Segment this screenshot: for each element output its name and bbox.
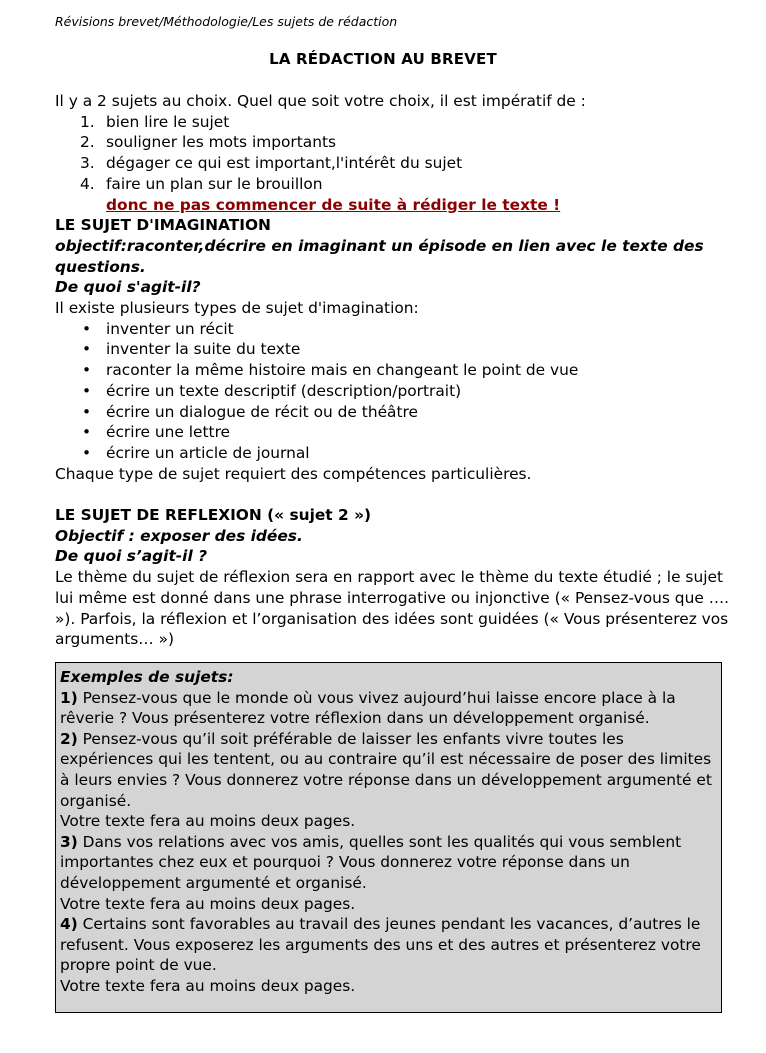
warning-text: donc ne pas commencer de suite à rédiger le texte !	[106, 195, 561, 214]
bullet-icon: •	[82, 340, 92, 359]
running-header: Révisions brevet/Méthodologie/Les sujets de rédaction	[55, 14, 398, 29]
reflexion-paragraph: Le thème du sujet de réflexion sera en rapport avec le thème du texte étudié ; le sujet lui même est donné dans une phrase interrogative ou injonctive (« Pensez-vous que …. »). Parfois, la réflexion et l’organisation des idées sont guidées (« Vous présenterez vos arguments… »)	[55, 568, 729, 649]
example-note: Votre texte fera au moins deux pages.	[60, 976, 356, 995]
list-item-text: inventer un récit	[106, 319, 234, 338]
example-text: Dans vos relations avec vos amis, quelles sont les qualités qui vous semblent importantes chez eux et pourquoi ? Vous donnerez votre réponse dans un développement argumenté et organisé.	[60, 832, 682, 892]
example-item	[60, 688, 717, 729]
example-item	[60, 729, 717, 811]
example-text: Certains sont favorables au travail des jeunes pendant les vacances, d’autres le refusent. Vous exposerez les arguments des uns et des autres et présenterez votre propre point de vue.	[60, 915, 701, 975]
section-heading-imagination: LE SUJET D'IMAGINATION	[55, 216, 271, 235]
intro-text: Il y a 2 sujets au choix. Quel que soit votre choix, il est impératif de :	[55, 92, 586, 110]
list-item-text: dégager ce qui est important,l'intérêt du sujet	[106, 154, 463, 173]
list-item	[55, 174, 745, 195]
list-item	[55, 339, 745, 360]
list-item	[55, 360, 745, 381]
example-item	[60, 832, 717, 894]
list-item	[55, 112, 745, 133]
bullet-icon: •	[82, 361, 92, 380]
list-item	[55, 153, 745, 174]
list-item	[55, 381, 745, 402]
example-text: Pensez-vous qu’il soit préférable de laisser les enfants vivre toutes les expériences qui les tentent, ou au contraire qu’il est nécessaire de poser des limites à leurs envies ? Vous donnerez votre réponse dans un développement argumenté et organisé.	[60, 729, 712, 810]
list-number: 1.	[80, 112, 95, 131]
list-item	[55, 132, 745, 153]
example-number: 2)	[60, 729, 78, 748]
list-item	[55, 402, 745, 423]
example-text: Pensez-vous que le monde où vous vivez aujourd’hui laisse encore place à la rêverie ? Vous présenterez votre réflexion dans un développement organisé.	[60, 688, 676, 728]
spacer	[55, 484, 745, 505]
bullet-icon: •	[82, 402, 92, 421]
imagination-lead: Il existe plusieurs types de sujet d'imagination:	[55, 299, 419, 318]
reflexion-question: De quoi s’agit-il ?	[55, 547, 208, 566]
bullet-icon: •	[82, 423, 92, 442]
reflexion-objective: Objectif : exposer des idées.	[55, 526, 303, 545]
page-title: LA RÉDACTION AU BREVET	[269, 50, 497, 68]
list-number: 2.	[80, 133, 95, 152]
examples-box	[55, 662, 722, 1013]
example-number: 1)	[60, 688, 78, 707]
main-content	[55, 91, 745, 650]
imagination-types-list	[55, 319, 745, 464]
imagination-conclusion: Chaque type de sujet requiert des compétences particulières.	[55, 464, 532, 483]
list-item-text: écrire un dialogue de récit ou de théâtre	[106, 402, 418, 421]
list-item-text: inventer la suite du texte	[106, 340, 301, 359]
list-item	[55, 319, 745, 340]
bullet-icon: •	[82, 319, 92, 338]
list-number: 4.	[80, 174, 95, 193]
imagination-objective: objectif:raconter,décrire en imaginant un épisode en lien avec le texte des questions.	[55, 236, 704, 276]
example-item	[60, 914, 717, 976]
section-heading-reflexion: LE SUJET DE REFLEXION (« sujet 2 »)	[55, 506, 372, 525]
list-item	[55, 422, 745, 443]
list-item	[55, 443, 745, 464]
example-number: 3)	[60, 832, 78, 851]
list-item-text: écrire une lettre	[106, 423, 231, 442]
example-note: Votre texte fera au moins deux pages.	[60, 812, 356, 831]
example-note: Votre texte fera au moins deux pages.	[60, 894, 356, 913]
list-number: 3.	[80, 154, 95, 173]
list-item-text: écrire un article de journal	[106, 443, 310, 462]
bullet-icon: •	[82, 381, 92, 400]
steps-list	[55, 112, 745, 195]
bullet-icon: •	[82, 443, 92, 462]
list-item-text: écrire un texte descriptif (description/portrait)	[106, 381, 462, 400]
list-item-text: bien lire le sujet	[106, 112, 230, 131]
imagination-question: De quoi s'agit-il?	[55, 278, 201, 297]
examples-title: Exemples de sujets:	[60, 668, 234, 686]
example-number: 4)	[60, 915, 78, 934]
list-item-text: raconter la même histoire mais en changeant le point de vue	[106, 361, 579, 380]
list-item-text: faire un plan sur le brouillon	[106, 174, 323, 193]
list-item-text: souligner les mots importants	[106, 133, 337, 152]
